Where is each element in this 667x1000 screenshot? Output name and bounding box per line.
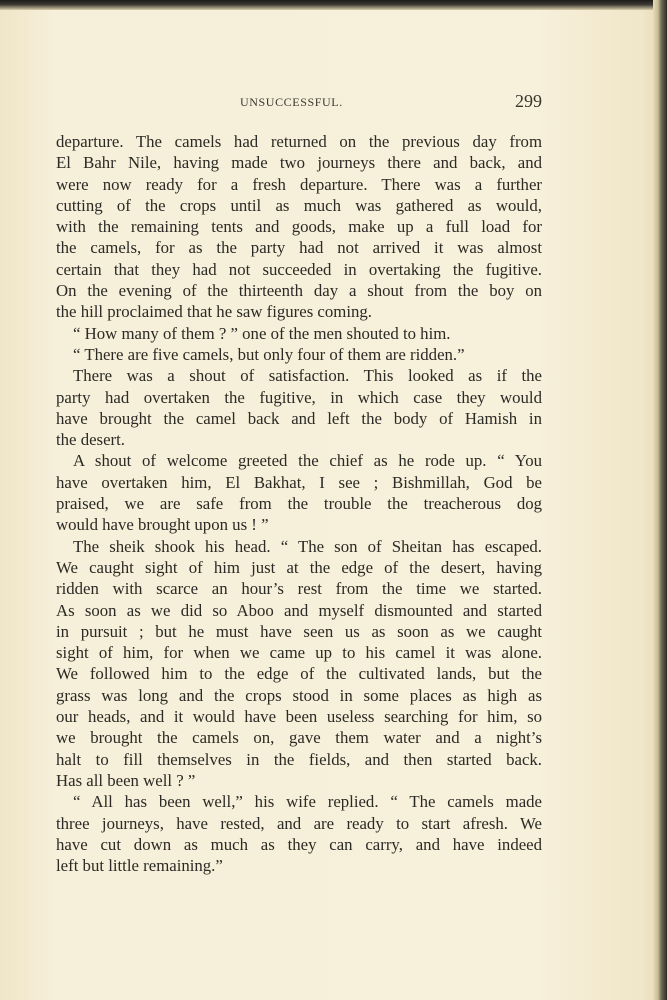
text-line: El Bahr Nile, having made two journeys there and back, and — [56, 153, 542, 173]
text-line: left but little remaining.” — [56, 856, 223, 876]
text-line: have cut down as much as they can carry, and have indeed — [56, 834, 542, 854]
text-line: As soon as we did so Aboo and myself dismounted and started — [56, 600, 542, 620]
text-line: were now ready for a fresh departure. There was a further — [56, 174, 542, 194]
text-line: sight of him, for when we came up to his camel it was alone. — [56, 643, 542, 663]
text-line: On the evening of the thirteenth day a shout from the boy on — [56, 281, 542, 301]
chapter-title: UNSUCCESSFUL. — [240, 95, 343, 109]
text-line: We caught sight of him just at the edge of the desert, having — [56, 557, 542, 577]
text-line: our heads, and it would have been useless searching for him, so — [56, 707, 542, 727]
text-line: A shout of welcome greeted the chief as he rode up. “ You — [73, 451, 542, 471]
page-number: 299 — [515, 91, 542, 111]
text-line: the hill proclaimed that he saw figures coming. — [56, 302, 372, 322]
text-line: three journeys, have rested, and are ready to start afresh. We — [56, 813, 542, 833]
text-line: certain that they had not succeeded in overtaking the fugitive. — [56, 259, 542, 279]
text-line: have overtaken him, El Bakhat, I see ; Bishmillah, God be — [56, 472, 542, 492]
text-line: “ There are five camels, but only four of them are ridden.” — [73, 344, 465, 364]
text-line: “ How many of them ? ” one of the men shouted to him. — [73, 323, 451, 343]
text-line: halt to fill themselves in the fields, and then started back. — [56, 749, 542, 769]
text-line: with the remaining tents and goods, make up a full load for — [56, 217, 542, 237]
text-line: would have brought upon us ! ” — [56, 515, 269, 535]
text-line: departure. The camels had returned on the previous day from — [56, 132, 542, 151]
body-text — [56, 131, 542, 876]
running-head — [56, 91, 542, 113]
text-line: party had overtaken the fugitive, in which case they would — [56, 387, 542, 407]
text-line: we brought the camels on, gave them water and a night’s — [56, 728, 542, 748]
text-line: We followed him to the edge of the cultivated lands, but the — [56, 664, 542, 684]
page-right-edge-shadow — [653, 0, 667, 1000]
text-line: The sheik shook his head. “ The son of Sheitan has escaped. — [73, 536, 542, 556]
text-line: Has all been well ? ” — [56, 770, 196, 790]
text-line: in pursuit ; but he must have seen us as soon as we caught — [56, 621, 542, 641]
text-line: There was a shout of satisfaction. This looked as if the — [73, 366, 542, 386]
text-line: ridden with scarce an hour’s rest from the time we started. — [56, 579, 542, 599]
text-line: have brought the camel back and left the body of Hamish in — [56, 408, 542, 428]
text-line: cutting of the crops until as much was gathered as would, — [56, 195, 542, 215]
text-line: “ All has been well,” his wife replied. “ The camels made — [73, 792, 542, 812]
page-top-edge-shadow — [0, 0, 667, 10]
text-line: praised, we are safe from the trouble the treacherous dog — [56, 494, 542, 514]
text-line: the desert. — [56, 430, 125, 450]
text-line: grass was long and the crops stood in some places as high as — [56, 685, 542, 705]
text-line: the camels, for as the party had not arrived it was almost — [56, 238, 542, 258]
